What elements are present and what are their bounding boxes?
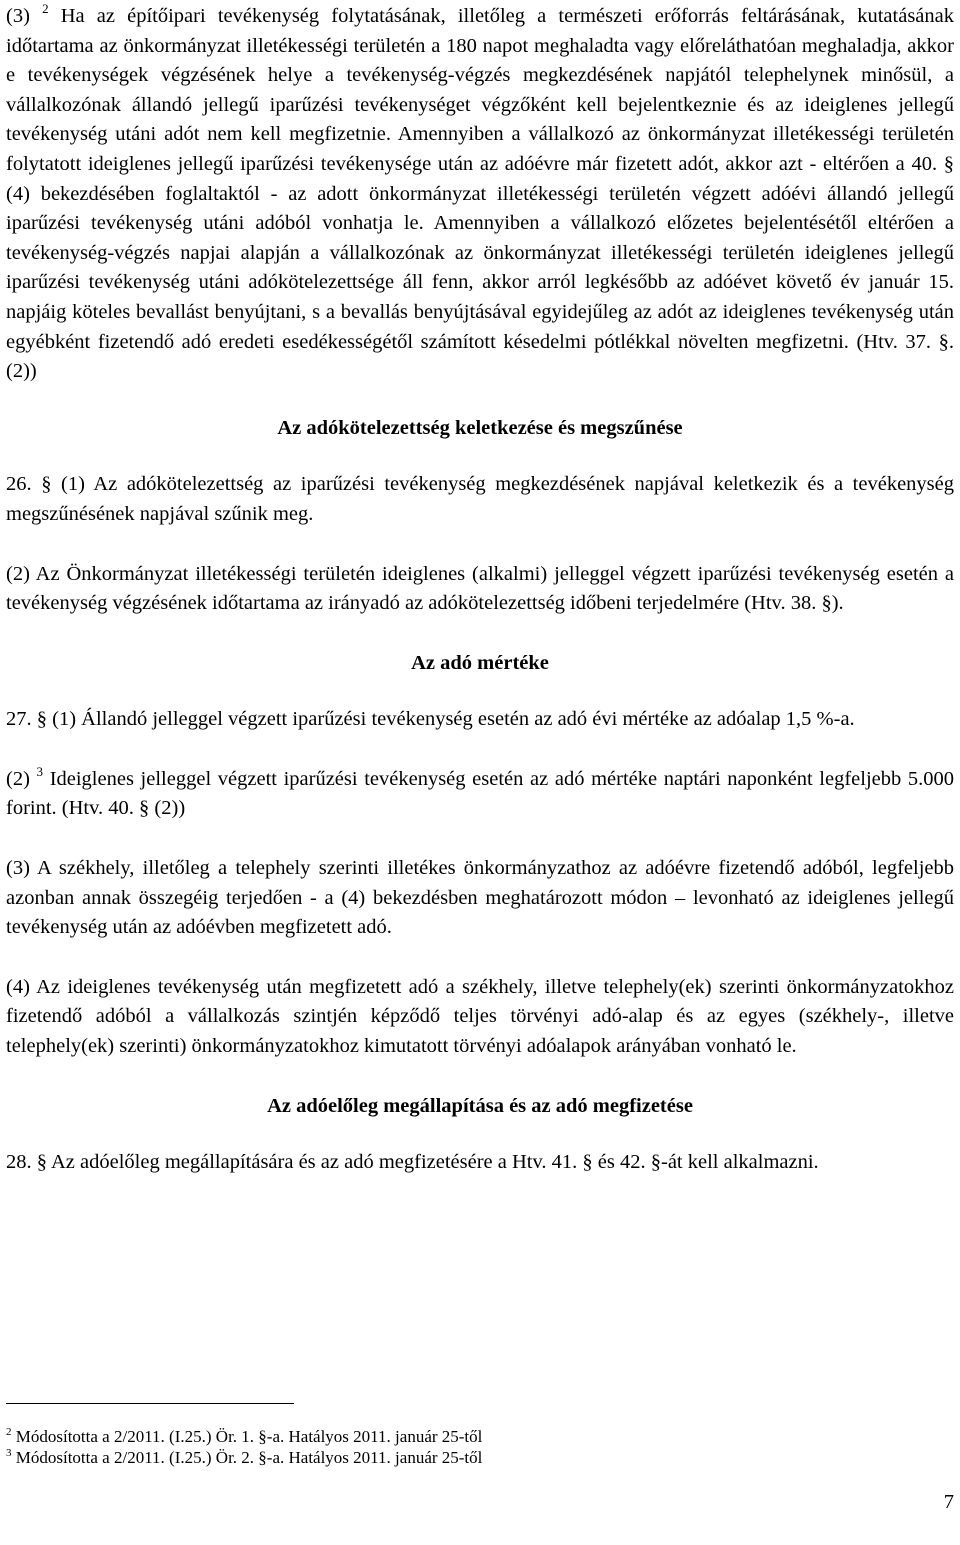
paragraph-25-3 bbox=[6, 2, 954, 387]
footnote-divider bbox=[6, 1403, 294, 1404]
footnote-text: Módosította a 2/2011. (I.25.) Ör. 1. §-a. Hatályos 2011. január 25-től bbox=[15, 1427, 483, 1446]
document-body bbox=[6, 2, 954, 1178]
paragraph-27-2 bbox=[6, 765, 954, 824]
footnote-text: Módosította a 2/2011. (I.25.) Ör. 2. §-a. Hatályos 2011. január 25-től bbox=[15, 1448, 483, 1467]
section-heading-advance-payment: Az adóelőleg megállapítása és az adó megfizetése bbox=[267, 1094, 693, 1117]
paragraph-27-1: 27. § (1) Állandó jelleggel végzett iparűzési tevékenység esetén az adó évi mértéke az adóalap 1,5 %-a. bbox=[6, 708, 855, 731]
paragraph-26-1: 26. § (1) Az adókötelezettség az iparűzési tevékenység megkezdésének napjával keletkezik és a tevékenység megszűnésének napjával szűnik meg. bbox=[6, 473, 954, 525]
paragraph-label: (2) bbox=[6, 767, 30, 790]
footnote-3 bbox=[6, 1447, 954, 1468]
paragraph-27-3: (3) A székhely, illetőleg a telephely szerinti illetékes önkormányzathoz az adóévre fizetendő adóból, legfeljebb azonban annak összegéig terjedően - a (4) bekezdésben meghatározott módon – levonható az ideiglenes jellegű tevékenység után az adóévben megfizetett adó. bbox=[6, 857, 954, 939]
section-heading-tax-rate: Az adó mértéke bbox=[411, 651, 549, 674]
paragraph-27-4: (4) Az ideiglenes tevékenység után megfizetett adó a székhely, illetve telephely(ek) szerinti önkormányzatokhoz fizetendő adóból a vállalkozás szintjén képződő teljes törvényi adó-alap és az egyes (székhely-, illetve telephely(ek) szerinti) önkormányzatokhoz kimutatott törvényi adóalapok arányában vonható le. bbox=[6, 975, 954, 1058]
paragraph-26-2: (2) Az Önkormányzat illetékességi területén ideiglenes (alkalmi) jelleggel végzett iparűzési tevékenység esetén a tevékenység végzésének időtartama az irányadó az adókötelezettség időbeni terjedelmére (Htv. 38. §). bbox=[6, 562, 954, 615]
footnote-ref-2[interactable]: 2 bbox=[42, 1, 49, 16]
footnote-number: 2 bbox=[6, 1426, 12, 1438]
footnote-ref-3[interactable]: 3 bbox=[36, 763, 44, 779]
paragraph-text: Ha az építőipari tevékenység folytatásának, illetőleg a természeti erőforrás feltárásának, kutatásának időtartama az önkormányzat illetékességi területén a 180 napot meghaladta vagy előreláthatóan meghaladja, akkor e tevékenységek végzésének helye a tevékenység-végzés megkezdésének napjától telephelynek minősül, a vállalkozónak állandó jellegű iparűzési tevékenységet végzőként kell bejelentkeznie és az ideiglenes jellegű tevékenység utáni adót nem kell megfizetnie. Amennyiben a vállalkozó az önkormányzat illetékességi területén folytatott ideiglenes jellegű iparűzési tevékenysége után az adóévre már fizetett adót, akkor azt - eltérően a 40. § (4) bekezdésében foglaltaktól - az adott önkormányzat illetékességi területén végzett adóévi állandó jellegű iparűzési tevékenység utáni adóból vonhatja le. Amennyiben a vállalkozó előzetes bejelentésétől eltérően a tevékenység-végzés napjai alapján a vállalkozónak az önkormányzat illetékességi területén ideiglenes jellegű iparűzési tevékenység utáni adókötelezettsége áll fenn, akkor arról legkésőbb az adóévet követő év január 15. napjáig köteles bevallást benyújtani, s a bevallás benyújtásával egyidejűleg az adót az ideiglenes tevékenység után egyébként fizetendő adó eredeti esedékességétől számított késedelmi pótlékkal növelten megfizetni. (Htv. 37. §. (2)) bbox=[6, 5, 954, 383]
footnote-number: 3 bbox=[6, 1447, 12, 1459]
footnote-2 bbox=[6, 1426, 954, 1447]
paragraph-text: Ideiglenes jelleggel végzett iparűzési tevékenység esetén az adó mértéke naptári naponként legfeljebb 5.000 forint. (Htv. 40. § (2)) bbox=[6, 767, 955, 820]
paragraph-label: (3) bbox=[6, 5, 30, 27]
section-heading-obligation: Az adókötelezettség keletkezése és megszűnése bbox=[277, 416, 683, 439]
page-number: 7 bbox=[943, 1491, 954, 1513]
paragraph-28: 28. § Az adóelőleg megállapítására és az adó megfizetésére a Htv. 41. § és 42. §-át kell alkalmazni. bbox=[6, 1151, 819, 1174]
footnotes bbox=[6, 1403, 954, 1468]
